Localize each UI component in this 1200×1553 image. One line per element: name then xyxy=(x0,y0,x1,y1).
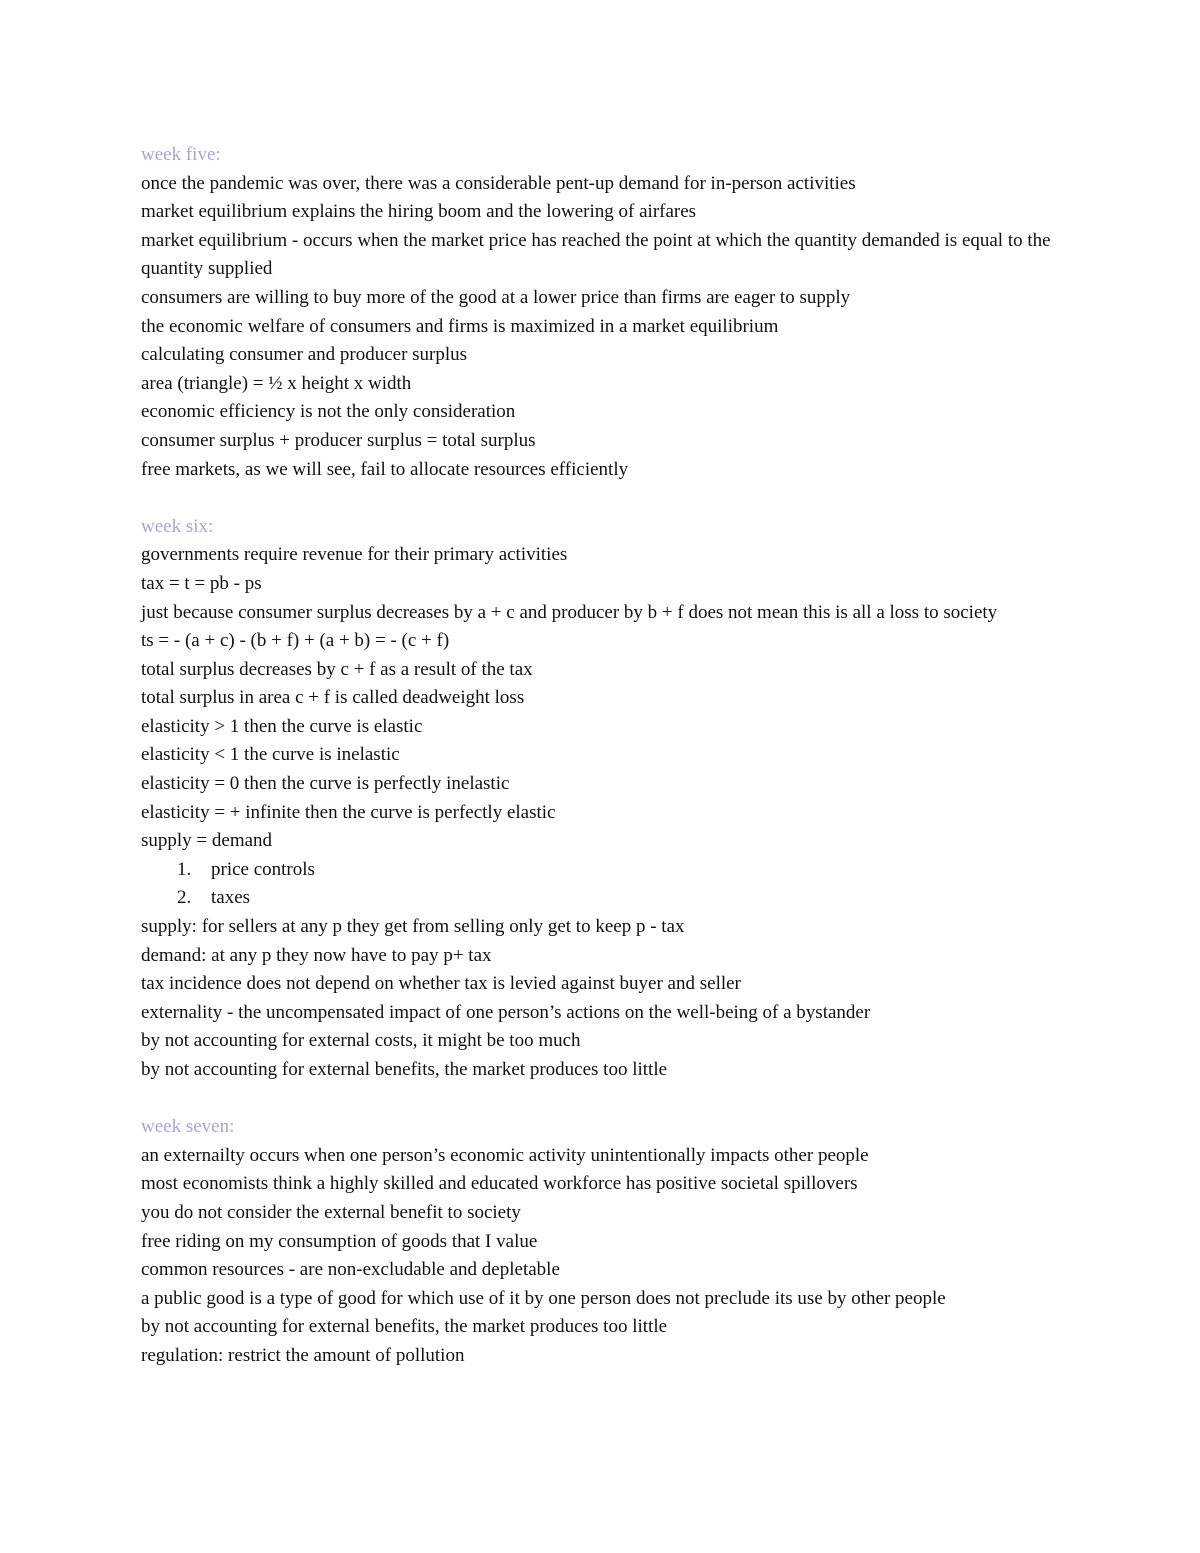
section-heading: week seven: xyxy=(141,1116,235,1138)
note-line: market equilibrium explains the hiring boom and the lowering of airfares xyxy=(141,201,697,223)
list-item xyxy=(141,884,1081,913)
note-line: free markets, as we will see, fail to allocate resources efficiently xyxy=(141,458,629,480)
note-line: supply = demand xyxy=(141,830,273,852)
section-spacer xyxy=(141,484,1081,513)
note-line: once the pandemic was over, there was a considerable pent-up demand for in-person activities xyxy=(141,172,856,194)
note-line: consumers are willing to buy more of the good at a lower price than firms are eager to supply xyxy=(141,286,851,308)
document-page xyxy=(141,141,1081,1371)
note-line: most economists think a highly skilled and educated workforce has positive societal spillovers xyxy=(141,1173,858,1195)
note-line: by not accounting for external benefits, the market produces too little xyxy=(141,1316,668,1338)
note-line: total surplus decreases by c + f as a result of the tax xyxy=(141,658,533,680)
numbered-list xyxy=(141,856,1081,913)
list-item-number: 1. xyxy=(177,858,192,880)
note-line: elasticity = + infinite then the curve is perfectly elastic xyxy=(141,801,556,823)
section-heading: week six: xyxy=(141,515,214,537)
list-item-number: 2. xyxy=(177,887,192,909)
note-line: externality - the uncompensated impact of one person’s actions on the well-being of a bystander xyxy=(141,1001,871,1023)
section-week-six xyxy=(141,513,1081,1085)
list-item-text: price controls xyxy=(211,858,315,880)
section-heading: week five: xyxy=(141,144,221,165)
note-line: an externailty occurs when one person’s economic activity unintentionally impacts other people xyxy=(141,1144,869,1166)
note-line: ts = - (a + c) - (b + f) + (a + b) = - (c + f) xyxy=(141,630,450,652)
list-item xyxy=(141,856,1081,885)
note-line: the economic welfare of consumers and firms is maximized in a market equilibrium xyxy=(141,315,779,337)
note-line: elasticity = 0 then the curve is perfectly inelastic xyxy=(141,773,510,795)
note-line: governments require revenue for their primary activities xyxy=(141,544,568,566)
note-line: regulation: restrict the amount of pollution xyxy=(141,1344,465,1366)
note-line: supply: for sellers at any p they get from selling only get to keep p - tax xyxy=(141,916,685,938)
note-line: you do not consider the external benefit to society xyxy=(141,1201,521,1223)
note-line: calculating consumer and producer surplus xyxy=(141,344,468,366)
note-line: elasticity > 1 then the curve is elastic xyxy=(141,715,423,737)
note-line: economic efficiency is not the only consideration xyxy=(141,401,516,423)
list-item-text: taxes xyxy=(211,887,251,909)
note-line: consumer surplus + producer surplus = total surplus xyxy=(141,429,536,451)
note-line: total surplus in area c + f is called deadweight loss xyxy=(141,687,525,709)
note-line: area (triangle) = ½ x height x width xyxy=(141,372,412,394)
note-line: elasticity < 1 the curve is inelastic xyxy=(141,744,400,766)
note-line: common resources - are non-excludable and depletable xyxy=(141,1259,560,1281)
note-line: just because consumer surplus decreases by a + c and producer by b + f does not mean this is all a loss to society xyxy=(141,601,998,623)
note-line: tax incidence does not depend on whether tax is levied against buyer and seller xyxy=(141,973,741,995)
note-line: free riding on my consumption of goods that I value xyxy=(141,1230,538,1252)
note-line: tax = t = pb - ps xyxy=(141,572,262,594)
section-week-five xyxy=(141,141,1081,484)
note-line: a public good is a type of good for which use of it by one person does not preclude its use by other people xyxy=(141,1287,946,1309)
section-week-seven xyxy=(141,1113,1081,1370)
section-spacer xyxy=(141,1085,1081,1114)
note-line: by not accounting for external costs, it might be too much xyxy=(141,1030,581,1052)
note-line: by not accounting for external benefits, the market produces too little xyxy=(141,1059,668,1080)
note-line: market equilibrium - occurs when the market price has reached the point at which the quantity demanded is equal to the quantity supplied xyxy=(141,229,1051,280)
note-line: demand: at any p they now have to pay p+ tax xyxy=(141,944,492,966)
